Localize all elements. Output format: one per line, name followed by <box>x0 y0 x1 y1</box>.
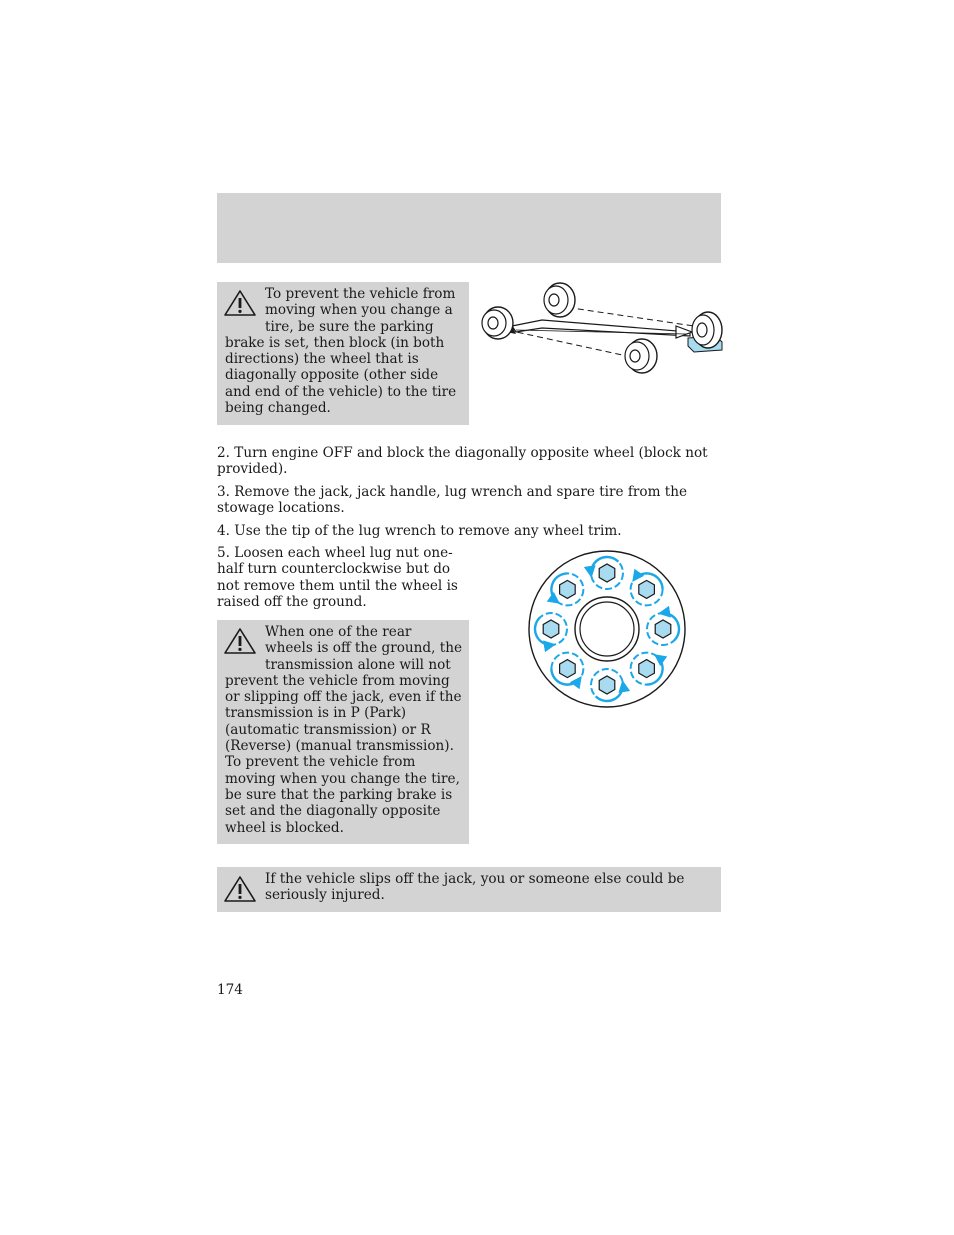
warning-text-transmission: When one of the rear wheels is off the ground, the transmission alone will not prevent the vehicle from moving or slipping off the jack, even if the transmission is in P (Park) (automatic transmission) or R (Reverse) (manual transmission). To prevent the vehicle from moving when you change the tire, be sure that the parking brake is set and the diagonally opposite wheel is blocked. <box>225 624 463 836</box>
lug-nut-icon <box>639 580 655 598</box>
step-2-text: 2. Turn engine OFF and block the diagonally opposite wheel (block not provided). <box>217 445 708 478</box>
lug-nut-icon <box>599 564 615 582</box>
warning-box-transmission <box>217 620 469 844</box>
lug-nut-icon <box>655 620 671 638</box>
lug-nut-icon <box>543 620 559 638</box>
step-5-text: 5. Loosen each wheel lug nut one-half turn counterclockwise but do not remove them until the wheel is raised off the ground. <box>217 545 458 610</box>
lug-nut-loosening-illustration <box>526 548 688 710</box>
lug-nut-icon <box>639 660 655 678</box>
section-header-band <box>217 193 721 263</box>
step-4-text: 4. Use the tip of the lug wrench to remove any wheel trim. <box>217 523 622 539</box>
warning-box-jack-slip <box>217 867 721 912</box>
warning-box-parking-block <box>217 282 469 425</box>
warning-text-jack-slip: If the vehicle slips off the jack, you or someone else could be seriously injured. <box>265 871 685 904</box>
step-3-text: 3. Remove the jack, jack handle, lug wrench and spare tire from the stowage locations. <box>217 484 688 517</box>
page-number: 174 <box>217 982 243 998</box>
lug-nut-icon <box>599 676 615 694</box>
warning-text-parking-block: To prevent the vehicle from moving when you change a tire, be sure the parking brake is set, then block (in both directions) the wheel that is diagonally opposite (other side and end of the vehicle) to the tire being changed. <box>225 286 457 417</box>
warning-triangle-icon <box>223 875 259 905</box>
warning-triangle-icon <box>223 627 259 657</box>
lug-nut-icon <box>560 660 576 678</box>
warning-triangle-icon <box>223 289 259 319</box>
lug-nut-icon <box>560 580 576 598</box>
diagonal-wheel-block-illustration <box>476 280 724 378</box>
